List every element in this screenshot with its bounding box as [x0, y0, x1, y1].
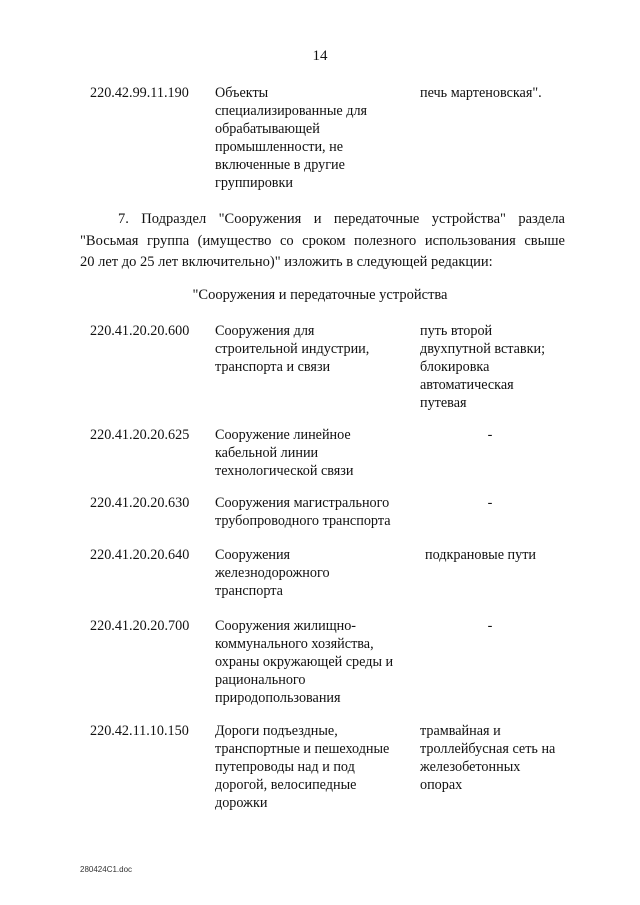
name-line: Сооружения: [215, 547, 291, 563]
classification-name: [215, 426, 410, 480]
classification-name: [215, 322, 410, 376]
name-line: железнодорожного: [215, 565, 330, 581]
note-line: -: [487, 618, 493, 634]
paragraph-line: 7. Подраздел "Сооружения и передаточные устройства" раздела: [118, 211, 565, 227]
classification-code: 220.41.20.20.640: [90, 547, 190, 563]
name-line: охраны окружающей среды и: [215, 654, 394, 670]
paragraph-line: "Восьмая группа (имущество со сроком полезного использования свыше: [80, 232, 565, 249]
name-line: коммунального хозяйства,: [215, 636, 374, 652]
classification-note: [400, 494, 580, 512]
classification-code: 220.42.99.11.190: [90, 85, 189, 101]
classification-name: [215, 84, 410, 192]
classification-name: [215, 722, 420, 812]
name-line: включенные в другие: [215, 157, 345, 173]
classification-code: 220.41.20.20.630: [90, 495, 190, 511]
page-number: 14: [312, 48, 328, 64]
classification-name: [215, 617, 425, 707]
classification-code: 220.41.20.20.600: [90, 323, 190, 339]
name-line: транспорта: [215, 583, 283, 599]
paragraph-line: 20 лет до 25 лет включительно)" изложить в следующей редакции:: [80, 254, 493, 270]
name-line: группировки: [215, 175, 293, 191]
name-line: Объекты: [215, 85, 269, 101]
name-line: Дороги подъездные,: [215, 723, 338, 739]
name-line: трубопроводного транспорта: [215, 513, 391, 529]
amendment-paragraph: [80, 209, 565, 274]
name-line: дорожки: [215, 795, 268, 811]
name-line: обрабатывающей: [215, 121, 320, 137]
note-line: троллейбусная сеть на: [420, 741, 556, 757]
note-line: железобетонных: [420, 759, 521, 775]
classification-note: [400, 426, 580, 444]
note-line: путевая: [420, 395, 467, 411]
name-line: Сооружения для: [215, 323, 315, 339]
name-line: промышленности, не: [215, 139, 344, 155]
classification-note: [400, 617, 580, 635]
classification-note: [425, 546, 585, 564]
name-line: путепроводы над и под: [215, 759, 355, 775]
name-line: рационального: [215, 672, 306, 688]
file-name-footer: 280424C1.doc: [80, 865, 133, 874]
name-line: транспортные и пешеходные: [215, 741, 390, 757]
note-line: подкрановые пути: [425, 547, 537, 563]
name-line: транспорта и связи: [215, 359, 331, 375]
name-line: Сооружения магистрального: [215, 495, 390, 511]
note-line: автоматическая: [420, 377, 514, 393]
note-line: блокировка: [420, 359, 490, 375]
classification-code: 220.41.20.20.625: [90, 427, 190, 443]
note-line: -: [487, 427, 493, 443]
note-line: двухпутной вставки;: [420, 341, 546, 357]
classification-note: [420, 84, 580, 102]
classification-name: [215, 546, 410, 600]
classification-note: [420, 722, 590, 794]
note-line: опорах: [420, 777, 463, 793]
name-line: кабельной линии: [215, 445, 319, 461]
note-line: путь второй: [420, 323, 493, 339]
name-line: строительной индустрии,: [215, 341, 370, 357]
classification-note: [420, 322, 580, 412]
section-heading: "Сооружения и передаточные устройства: [192, 287, 448, 303]
name-line: природопользования: [215, 690, 341, 706]
note-line: -: [487, 495, 493, 511]
note-line: печь мартеновская".: [420, 85, 542, 101]
name-line: Сооружение линейное: [215, 427, 351, 443]
note-line: трамвайная и: [420, 723, 501, 739]
classification-name: [215, 494, 425, 530]
name-line: технологической связи: [215, 463, 354, 479]
classification-code: 220.41.20.20.700: [90, 618, 190, 634]
classification-code: 220.42.11.10.150: [90, 723, 189, 739]
name-line: дорогой, велосипедные: [215, 777, 357, 793]
name-line: специализированные для: [215, 103, 368, 119]
name-line: Сооружения жилищно-: [215, 618, 357, 634]
